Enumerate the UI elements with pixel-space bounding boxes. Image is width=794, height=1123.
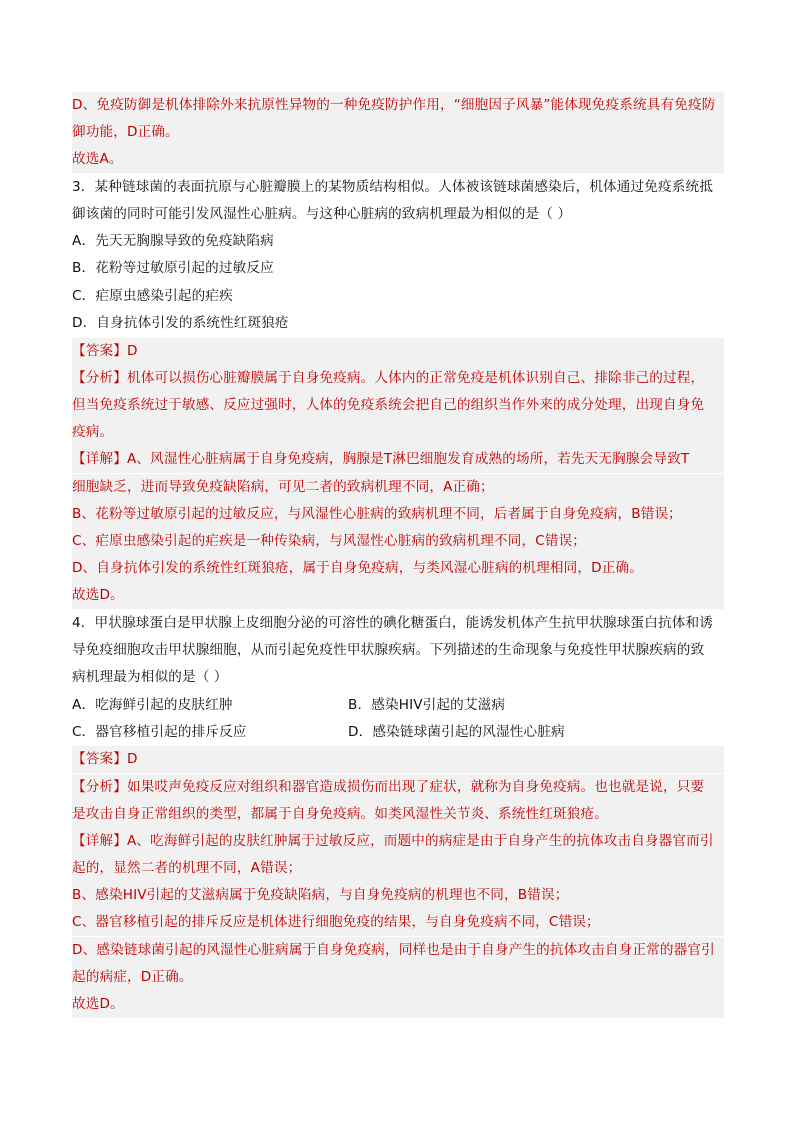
analysis-line: 【分析】机体可以损伤心脏瓣膜属于自身免疫病。人体内的正常免疫是机体识别自己、排除非己的过程， [72, 365, 724, 392]
question-3-option-c: C．疟原虫感染引起的疟疾 [72, 288, 233, 304]
detail-line: 【详解】A、风湿性心脏病属于自身免疫病，胸腺是T淋巴细胞发育成熟的场所，若先天无胸腺会导致T [72, 446, 724, 473]
question-3-option-b: B．花粉等过敏原引起的过敏反应 [72, 260, 274, 276]
detail-line: B、感染HIV引起的艾滋病属于免疫缺陷病，与自身免疫病的机理也不同，B错误； [72, 882, 724, 909]
question-4-option-b: B．感染HIV引起的艾滋病 [348, 697, 506, 713]
analysis-line: 是攻击自身正常组织的类型，都属于自身免疫病。如类风湿性关节炎、系统性红斑狼疮。 [72, 801, 724, 828]
answer-line: 【答案】D [72, 338, 724, 365]
explanation-line: D、免疫防御是机体排除外来抗原性异物的一种免疫防护作用，“细胞因子风暴”能体现免疫系统具有免疫防 [72, 92, 724, 119]
detail-line: B、花粉等过敏原引起的过敏反应，与风湿性心脏病的致病机理不同，后者属于自身免疫病，B错误； [72, 501, 724, 528]
detail-line: D、自身抗体引发的系统性红斑狼疮，属于自身免疫病，与类风湿心脏病的机理相同，D正确。 [72, 555, 724, 582]
question-4-option-a: A．吃海鲜引起的皮肤红肿 [72, 697, 233, 713]
conclusion-line: 故选D。 [72, 582, 724, 609]
question-4-stem: 4．甲状腺球蛋白是甲状腺上皮细胞分泌的可溶性的碘化糖蛋白，能诱发机体产生抗甲状腺球蛋白抗体和诱 [72, 615, 714, 631]
question-4-options-row [72, 692, 724, 719]
question-4-stem: 病机理最为相似的是（ ） [72, 669, 228, 685]
analysis-line: 但当免疫系统过于敏感、反应过强时，人体的免疫系统会把自己的组织当作外来的成分处理，出现自身免 [72, 392, 724, 419]
question-4-option-c: C．器官移植引起的排斥反应 [72, 724, 247, 740]
detail-line: 【详解】A、吃海鲜引起的皮肤红肿属于过敏反应，而题中的病症是由于自身产生的抗体攻击自身器官而引 [72, 828, 724, 855]
detail-line: D、感染链球菌引起的风湿性心脏病属于自身免疫病，同样也是由于自身产生的抗体攻击自身正常的器官引 [72, 937, 724, 964]
conclusion-line: 故选D。 [72, 991, 724, 1018]
question-4-stem: 导免疫细胞攻击甲状腺细胞，从而引起免疫性甲状腺疾病。下列描述的生命现象与免疫性甲状腺疾病的致 [72, 642, 705, 658]
detail-line: 起的，显然二者的机理不同，A错误； [72, 855, 724, 882]
detail-line: C、器官移植引起的排斥反应是机体进行细胞免疫的结果，与自身免疫病不同，C错误； [72, 909, 724, 936]
explanation-line: 御功能，D正确。 [72, 119, 724, 146]
detail-line: 起的病症，D正确。 [72, 964, 724, 991]
answer-line: 【答案】D [72, 746, 724, 773]
question-4-option-d: D．感染链球菌引起的风湿性心脏病 [348, 724, 565, 740]
question-4-options-row [72, 719, 724, 746]
question-3-option-d: D．自身抗体引发的系统性红斑狼疮 [72, 315, 289, 331]
analysis-line: 【分析】如果哎声免疫反应对组织和器官造成损伤而出现了症状，就称为自身免疫病。也也就是说，只要 [72, 774, 724, 801]
detail-line: 细胞缺乏，进而导致免疫缺陷病，可见二者的致病机理不同，A正确； [72, 474, 724, 501]
question-3-option-a: A．先天无胸腺导致的免疫缺陷病 [72, 233, 274, 249]
analysis-line: 疫病。 [72, 419, 724, 446]
conclusion-line: 故选A。 [72, 146, 724, 173]
question-3-stem: 御该菌的同时可能引发风湿性心脏病。与这种心脏病的致病机理最为相似的是（ ） [72, 206, 572, 222]
question-3-stem: 3．某种链球菌的表面抗原与心脏瓣膜上的某物质结构相似。人体被该链球菌感染后，机体通过免疫系统抵 [72, 179, 714, 195]
detail-line: C、疟原虫感染引起的疟疾是一种传染病，与风湿性心脏病的致病机理不同，C错误； [72, 528, 724, 555]
